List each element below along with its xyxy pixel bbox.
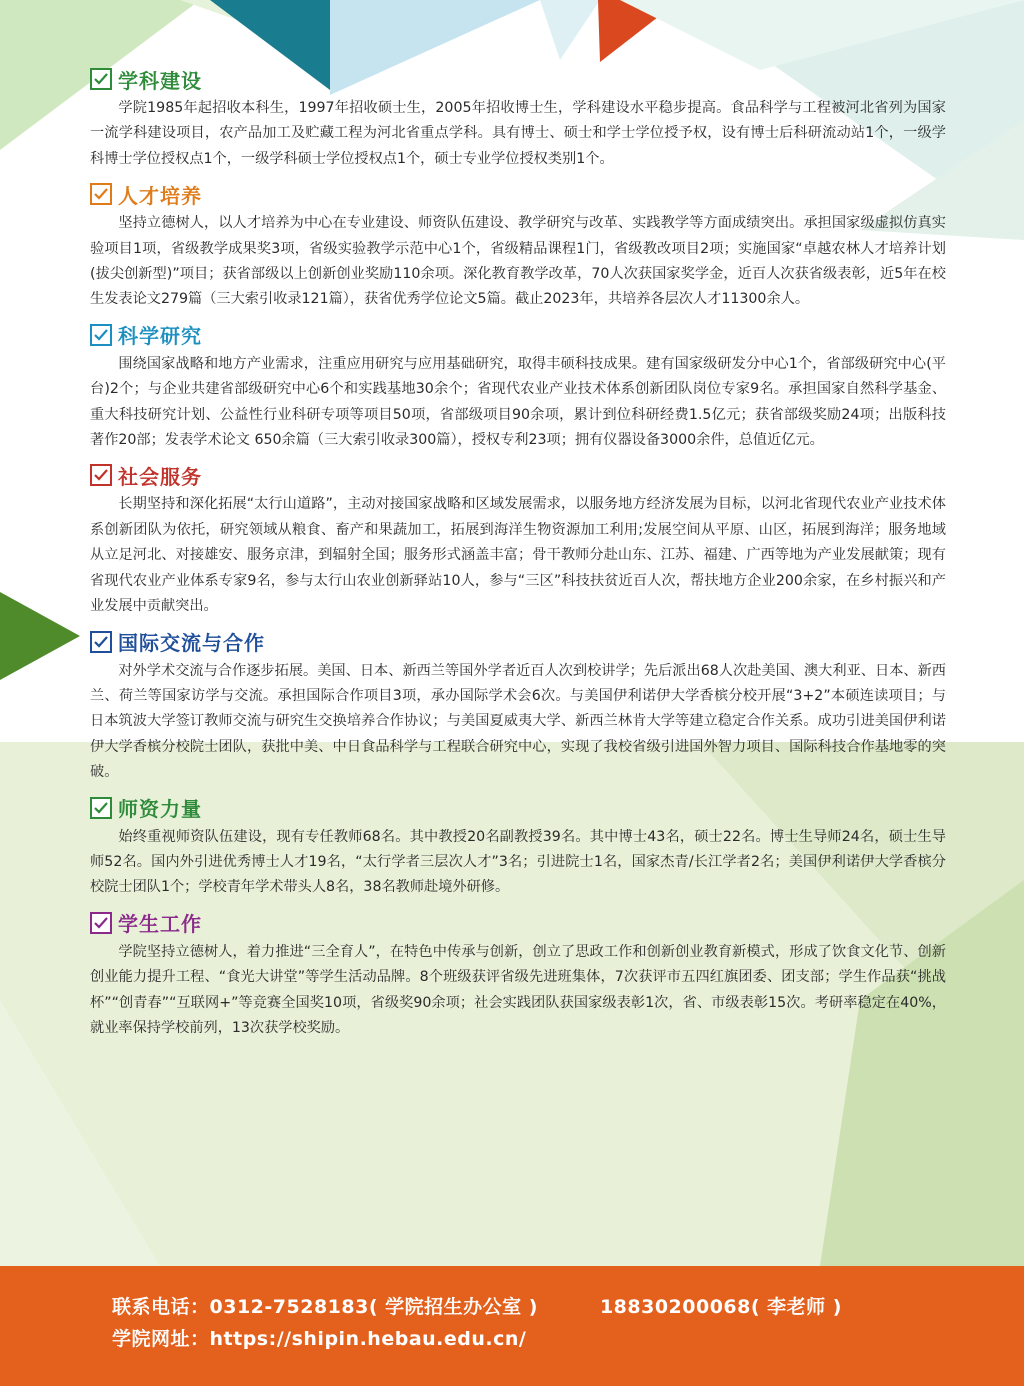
section-header [90,318,946,352]
section-international-exchange [90,625,946,786]
checkbox-check-icon [90,631,112,653]
section-faculty [90,791,946,901]
section-title: 学生工作 [118,912,202,937]
section-body: 学院1985年起招收本科生，1997年招收硕士生，2005年招收博士生，学科建设水平稳步提高。食品科学与工程被河北省列为国家一流学科建设项目，农产品加工及贮藏工程为河北省重点学科。具有博士、硕士和学士学位授予权，设有博士后科研流动站1个，一级学科博士学位授权点1个，一级学科硕士学位授权点1个，硕士专业学位授权类别1个。 [90,100,946,167]
phone-second-note: ( 李老师 ) [750,1296,842,1318]
section-title: 学科建设 [118,68,202,93]
section-body: 围绕国家战略和地方产业需求，注重应用研究与应用基础研究，取得丰硕科技成果。建有国家级研发分中心1个，省部级研究中心(平台)2个；与企业共建省部级研究中心6个和实践基地30余个；省现代农业产业技术体系创新团队岗位专家9名。承担国家自然科学基金、重大科技研究计划、公益性行业科研专项等项目50项，省部级项目90余项，累计到位科研经费1.5亿元；获省部级奖励24项；出版科技著作20部；发表学术论文 650余篇（三大索引收录300篇），授权专利23项；拥有仪器设备3000余件，总值近亿元。 [90,355,947,449]
section-scientific-research [90,318,946,454]
section-social-service [90,458,946,619]
section-student-work [90,906,946,1042]
section-header [90,625,946,659]
section-title: 社会服务 [118,464,202,489]
section-talent-cultivation [90,177,946,313]
checkbox-check-icon [90,464,112,486]
section-body: 始终重视师资队伍建设，现有专任教师68名。其中教授20名副教授39名。其中博士43名，硕士22名。博士生导师24名，硕士生导师52名。国内外引进优秀博士人才19名，“太行学者三层次人才”3名；引进院士1名，国家杰青/长江学者2名；美国伊利诺伊大学香槟分校院士团队1个；学校青年学术带头人8名，38名教师赴境外研修。 [90,828,946,896]
phone-label: 联系电话： [112,1296,210,1318]
section-header [90,62,946,96]
section-body: 对外学术交流与合作逐步拓展。美国、日本、新西兰等国外学者近百人次到校讲学；先后派出68人次赴美国、澳大利亚、日本、新西兰、荷兰等国家访学与交流。承担国际合作项目3项，承办国际学术会6次。与美国伊利诺伊大学香槟分校开展“3+2”本硕连读项目；与日本筑波大学签订教师交流与研究生交换培养合作协议；与美国夏威夷大学、新西兰林肯大学等建立稳定合作关系。成功引进美国伊利诺伊大学香槟分校院士团队，获批中美、中日食品科学与工程联合研究中心，实现了我校省级引进国外智力项目、国际科技合作基地零的突破。 [90,662,946,781]
checkbox-check-icon [90,912,112,934]
checkbox-check-icon [90,324,112,346]
contact-phone-line [112,1292,842,1319]
section-header [90,791,946,825]
section-header [90,177,946,211]
section-body: 坚持立德树人，以人才培养为中心在专业建设、师资队伍建设、教学研究与改革、实践教学等方面成绩突出。承担国家级虚拟仿真实验项目1项，省级教学成果奖3项，省级实验教学示范中心1个，省级精品课程1门，省级教改项目2项；实施国家“卓越农林人才培养计划(拔尖创新型)”项目；获省部级以上创新创业奖励110余项。深化教育教学改革，70人次获国家奖学金，近百人次获省级表彰，近5年在校生发表论文279篇（三大索引收录121篇），获省优秀学位论文5篇。截止2023年，共培养各层次人才11300余人。 [90,215,946,308]
section-title: 人才培养 [118,183,202,208]
checkbox-check-icon [90,183,112,205]
section-title: 师资力量 [118,797,202,822]
main-content [90,62,946,1046]
checkbox-check-icon [90,797,112,819]
website-link[interactable]: https://shipin.hebau.edu.cn/ [209,1328,527,1350]
footer-contact-bar [0,1266,1024,1386]
section-header [90,906,946,940]
checkbox-check-icon [90,68,112,90]
green-triangle-shape [0,592,80,680]
section-title: 国际交流与合作 [118,631,265,655]
section-header [90,458,946,492]
phone-main-note: ( 学院招生办公室 ) [368,1296,538,1318]
section-body: 学院坚持立德树人，着力推进“三全育人”，在特色中传承与创新，创立了思政工作和创新创业教育新模式，形成了饮食文化节、创新创业能力提升工程、“食光大讲堂”等学生活动品牌。8个班级获评省级先进班集体，7次获评市五四红旗团委、团支部；学生作品获“挑战杯”“创青春”“互联网+”等竞赛全国奖10项，省级奖90余项；社会实践团队获国家级表彰1次，省、市级表彰15次。考研率稳定在40%，就业率保持学校前列，13次获学校奖励。 [90,943,946,1036]
section-title: 科学研究 [118,324,202,349]
phone-main[interactable]: 0312-7528183 [209,1296,369,1318]
website-line [112,1324,526,1351]
section-discipline [90,62,946,172]
phone-second[interactable]: 18830200068 [599,1296,751,1318]
website-label: 学院网址： [112,1328,210,1350]
section-body: 长期坚持和深化拓展“太行山道路”，主动对接国家战略和区域发展需求，以服务地方经济发展为目标，以河北省现代农业产业技术体系创新团队为依托，研究领域从粮食、畜产和果蔬加工，拓展到海洋生物资源加工利用;发展空间从平原、山区，拓展到海洋；服务地域从立足河北、对接雄安、服务京津，到辐射全国；服务形式涵盖丰富；骨干教师分赴山东、江苏、福建、广西等地为产业发展献策；现有省现代农业产业体系专家9名，参与太行山农业创新驿站10人，参与“三区”科技扶贫近百人次，帮扶地方企业200余家，在乡村振兴和产业发展中贡献突出。 [90,496,946,615]
